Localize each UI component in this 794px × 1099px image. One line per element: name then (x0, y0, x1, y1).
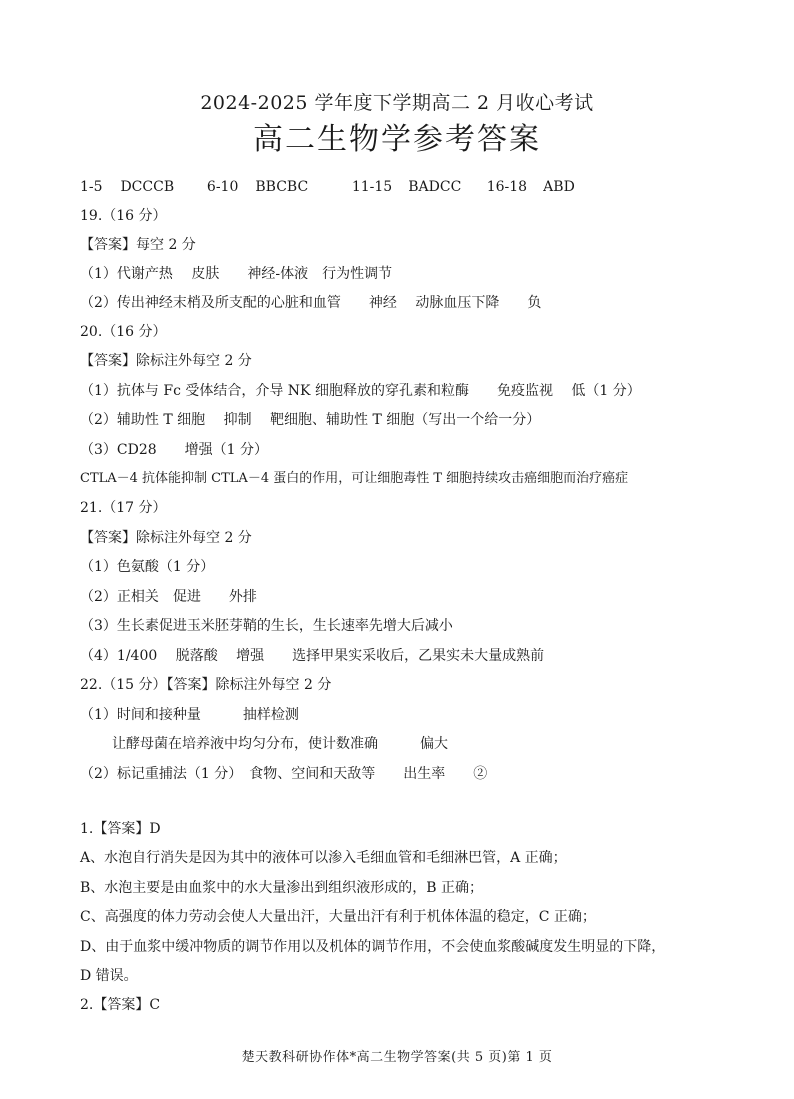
answer-note: 【答案】除标注外每空 2 分 (80, 530, 252, 546)
mc-answers: BADCC (408, 179, 462, 195)
explanation-line: C、高强度的体力劳动会使人大量出汗，大量出汗有利于机体体温的稳定，C 正确； (80, 909, 596, 925)
answer-line: （1）时间和接种量 抽样检测 (80, 707, 299, 723)
question-22-heading: 22.（15 分）【答案】除标注外每空 2 分 (80, 677, 332, 693)
answer-line: （1）色氨酸（1 分） (80, 559, 215, 575)
answer-line: （1）抗体与 Fc 受体结合，介导 NK 细胞释放的穿孔素和粒酶 免疫监视 低（1 分） (80, 383, 641, 399)
explanation-2-heading: 2.【答案】C (80, 997, 161, 1013)
document-title: 高二生物学参考答案 (253, 122, 541, 157)
mc-answers: ABD (543, 179, 575, 195)
mc-range: 6-10 (206, 179, 239, 195)
question-20-heading: 20.（16 分） (80, 324, 167, 340)
question-19-heading: 19.（16 分） (80, 208, 167, 224)
answer-line: 让酵母菌在培养液中均匀分布，使计数准确 偏大 (112, 736, 448, 752)
question-21-heading: 21.（17 分） (80, 500, 167, 516)
answer-line: （1）代谢产热 皮肤 神经-体液 行为性调节 (80, 266, 393, 282)
explanation-line: B、水泡主要是由血浆中的水大量渗出到组织液形成的，B 正确； (80, 880, 484, 896)
explanation-line: A、水泡自行消失是因为其中的液体可以渗入毛细血管和毛细淋巴管，A 正确； (80, 850, 567, 866)
mc-answers: BBCBC (255, 179, 309, 195)
answer-line: （2）标记重捕法（1 分） 食物、空间和天敌等 出生率 ② (80, 766, 488, 782)
explanation-line: D、由于血浆中缓冲物质的调节作用以及机体的调节作用，不会使血浆酸碱度发生明显的下降， (80, 939, 666, 955)
exam-title: 2024-2025 学年度下学期高二 2 月收心考试 (200, 92, 594, 114)
answer-line: （3）生长素促进玉米胚芽鞘的生长，生长速率先增大后减小 (80, 618, 453, 634)
answer-explanation: CTLA－4 抗体能抑制 CTLA－4 蛋白的作用，可让细胞毒性 T 细胞持续攻击癌细胞而治疗癌症 (80, 471, 629, 486)
mc-range: 11-15 (351, 179, 393, 195)
multiple-choice-answers (80, 178, 575, 196)
mc-answers: DCCCB (120, 179, 175, 195)
mc-range: 16-18 (486, 179, 528, 195)
answer-line: （3）CD28 增强（1 分） (80, 442, 269, 458)
answer-line: （2）传出神经末梢及所支配的心脏和血管 神经 动脉血压下降 负 (80, 295, 542, 311)
answer-line: （2）辅助性 T 细胞 抑制 靶细胞、辅助性 T 细胞（写出一个给一分） (80, 412, 541, 428)
answer-note: 【答案】除标注外每空 2 分 (80, 353, 252, 369)
answer-line: （4）1/400 脱落酸 增强 选择甲果实采收后，乙果实未大量成熟前 (80, 648, 545, 664)
page-footer: 楚天教科研协作体*高二生物学答案(共 5 页)第 1 页 (241, 1050, 553, 1065)
answer-line: （2）正相关 促进 外排 (80, 589, 257, 605)
explanation-1-heading: 1.【答案】D (80, 821, 161, 837)
answer-note: 【答案】每空 2 分 (80, 237, 196, 253)
mc-range: 1-5 (80, 179, 103, 195)
explanation-line: D 错误。 (80, 968, 138, 984)
